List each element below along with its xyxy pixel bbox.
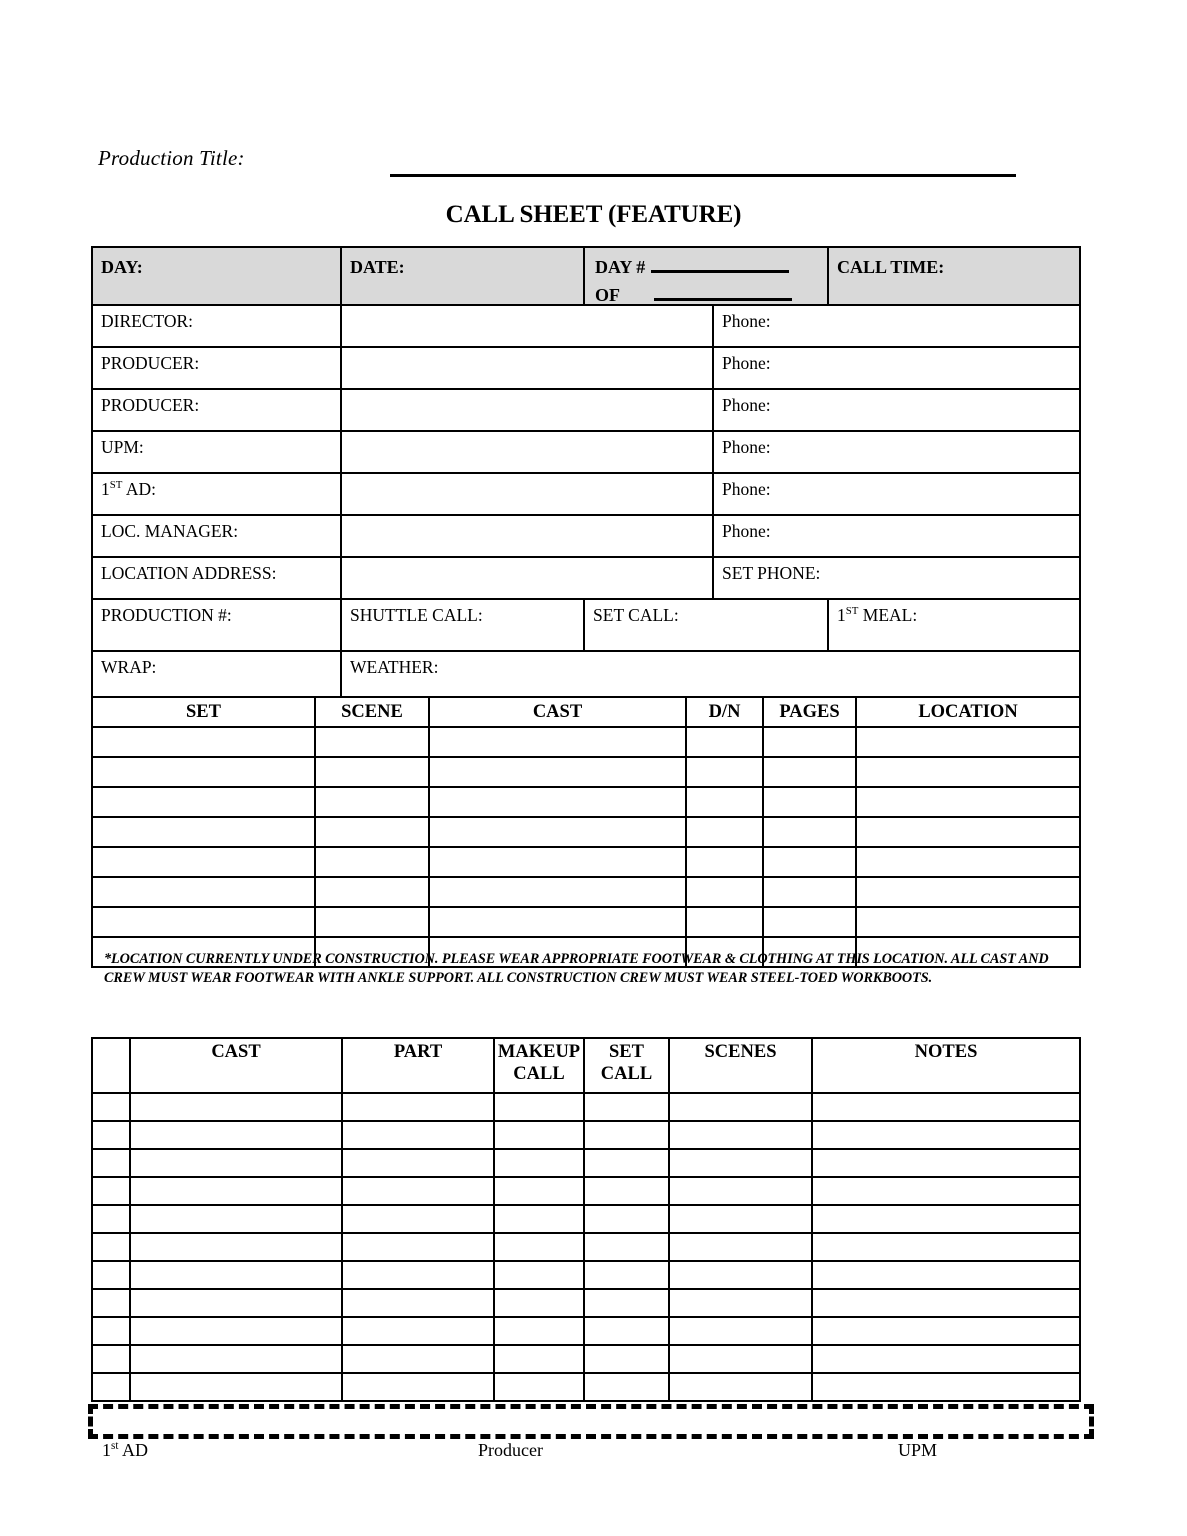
scene-cell[interactable] bbox=[429, 847, 686, 877]
table-row bbox=[92, 847, 1080, 877]
label-day: DAY: bbox=[101, 257, 143, 277]
table-row bbox=[92, 515, 1080, 557]
production-title-label: Production Title: bbox=[98, 146, 245, 170]
scene-cell[interactable] bbox=[856, 847, 1080, 877]
cell-location-address-value[interactable] bbox=[341, 557, 713, 599]
cast-cell[interactable] bbox=[494, 1345, 584, 1373]
cast-col-setcall-line1: SET bbox=[609, 1042, 644, 1062]
cast-cell[interactable] bbox=[494, 1205, 584, 1233]
scene-cell[interactable] bbox=[856, 877, 1080, 907]
scene-cell[interactable] bbox=[315, 727, 429, 757]
cast-col-makeup-call bbox=[494, 1038, 584, 1093]
cast-cell[interactable] bbox=[494, 1317, 584, 1345]
production-title-fill-line[interactable] bbox=[390, 174, 1016, 177]
label-director-phone: Phone: bbox=[722, 311, 771, 331]
label-first-meal: 1ST MEAL: bbox=[837, 605, 918, 625]
cast-cell[interactable] bbox=[130, 1317, 342, 1345]
table-row bbox=[92, 557, 1080, 599]
table-row bbox=[92, 817, 1080, 847]
cast-cell[interactable] bbox=[342, 1149, 494, 1177]
cast-cell[interactable] bbox=[130, 1373, 342, 1401]
cast-cell[interactable] bbox=[669, 1373, 812, 1401]
label-day-number-row bbox=[585, 248, 827, 276]
cast-cell[interactable] bbox=[494, 1233, 584, 1261]
scene-cell[interactable] bbox=[429, 757, 686, 787]
cell-producer2-phone[interactable] bbox=[713, 389, 1080, 431]
cast-cell[interactable] bbox=[92, 1205, 130, 1233]
label-loc-manager-phone: Phone: bbox=[722, 521, 771, 541]
cast-cell[interactable] bbox=[669, 1345, 812, 1373]
cast-cell[interactable] bbox=[812, 1205, 1080, 1233]
cell-director-phone[interactable] bbox=[713, 305, 1080, 347]
cast-cell[interactable] bbox=[494, 1121, 584, 1149]
label-call-time: CALL TIME: bbox=[837, 257, 945, 277]
scene-cell[interactable] bbox=[315, 877, 429, 907]
cell-upm-value[interactable] bbox=[341, 431, 713, 473]
table-row bbox=[92, 1345, 1080, 1373]
scene-cell[interactable] bbox=[686, 877, 763, 907]
table-row bbox=[92, 757, 1080, 787]
scene-cell[interactable] bbox=[92, 757, 315, 787]
cast-cell[interactable] bbox=[342, 1345, 494, 1373]
header-shaded-row bbox=[92, 247, 1080, 305]
cast-cell[interactable] bbox=[92, 1149, 130, 1177]
table-row bbox=[92, 473, 1080, 515]
header-info-table bbox=[91, 246, 1081, 704]
scene-schedule-table bbox=[91, 696, 1081, 968]
cast-cell[interactable] bbox=[342, 1233, 494, 1261]
cast-cell[interactable] bbox=[584, 1345, 669, 1373]
cast-cell[interactable] bbox=[669, 1289, 812, 1317]
label-shuttle-call: SHUTTLE CALL: bbox=[350, 605, 483, 625]
cast-cell[interactable] bbox=[584, 1149, 669, 1177]
cast-cell[interactable] bbox=[494, 1149, 584, 1177]
cell-set-call[interactable] bbox=[584, 599, 828, 651]
cast-cell[interactable] bbox=[130, 1121, 342, 1149]
scene-col-pages: PAGES bbox=[763, 697, 856, 727]
table-row bbox=[92, 727, 1080, 757]
cast-cell[interactable] bbox=[812, 1345, 1080, 1373]
cell-first-ad-label bbox=[92, 473, 341, 515]
label-first-ad-phone: Phone: bbox=[722, 479, 771, 499]
table-row bbox=[92, 1233, 1080, 1261]
label-set-phone: SET PHONE: bbox=[722, 563, 821, 583]
label-wrap: WRAP: bbox=[101, 657, 157, 677]
scene-cell[interactable] bbox=[763, 847, 856, 877]
cast-cell[interactable] bbox=[584, 1205, 669, 1233]
label-first-ad: 1ST AD: bbox=[101, 479, 156, 499]
cast-cell[interactable] bbox=[342, 1177, 494, 1205]
cast-cell[interactable] bbox=[130, 1093, 342, 1121]
cell-first-meal[interactable] bbox=[828, 599, 1080, 651]
scene-cell[interactable] bbox=[763, 877, 856, 907]
scene-col-set: SET bbox=[92, 697, 315, 727]
scene-table-body bbox=[92, 727, 1080, 967]
table-row bbox=[92, 347, 1080, 389]
cast-table-header-row bbox=[92, 1038, 1080, 1093]
label-director: DIRECTOR: bbox=[101, 311, 194, 331]
scene-cell[interactable] bbox=[763, 817, 856, 847]
scene-cell[interactable] bbox=[429, 727, 686, 757]
scene-cell[interactable] bbox=[763, 907, 856, 937]
cast-cell[interactable] bbox=[812, 1289, 1080, 1317]
scene-cell[interactable] bbox=[315, 787, 429, 817]
scene-cell[interactable] bbox=[92, 787, 315, 817]
scene-col-cast: CAST bbox=[429, 697, 686, 727]
of-fill-line[interactable] bbox=[654, 284, 792, 301]
table-row bbox=[92, 1149, 1080, 1177]
table-row bbox=[92, 1093, 1080, 1121]
scene-cell[interactable] bbox=[429, 877, 686, 907]
cast-cell[interactable] bbox=[584, 1121, 669, 1149]
cast-cell[interactable] bbox=[812, 1317, 1080, 1345]
cell-day-number[interactable] bbox=[584, 247, 828, 305]
cell-shuttle-call[interactable] bbox=[341, 599, 584, 651]
scene-cell[interactable] bbox=[856, 817, 1080, 847]
cast-cell[interactable] bbox=[669, 1149, 812, 1177]
table-row bbox=[92, 431, 1080, 473]
cast-cell[interactable] bbox=[584, 1373, 669, 1401]
scene-cell[interactable] bbox=[686, 787, 763, 817]
scene-cell[interactable] bbox=[315, 847, 429, 877]
scene-cell[interactable] bbox=[686, 847, 763, 877]
cast-cell[interactable] bbox=[584, 1233, 669, 1261]
scene-cell[interactable] bbox=[686, 757, 763, 787]
table-row bbox=[92, 305, 1080, 347]
cast-cell[interactable] bbox=[669, 1093, 812, 1121]
scene-cell[interactable] bbox=[92, 847, 315, 877]
cast-cell[interactable] bbox=[812, 1093, 1080, 1121]
location-construction-note: *LOCATION CURRENTLY UNDER CONSTRUCTION. PLEASE WEAR APPROPRIATE FOOTWEAR & CLOTHING AT THIS LOCATION. ALL CAST AND CREW MUST WEAR FOOTWEAR WITH ANKLE SUPPORT. ALL CONSTRUCTION CREW MUST WEAR STEEL-TOED WORKBOOTS. bbox=[104, 951, 1049, 986]
cast-cell[interactable] bbox=[342, 1261, 494, 1289]
scene-cell[interactable] bbox=[856, 757, 1080, 787]
cast-cell[interactable] bbox=[812, 1149, 1080, 1177]
cast-cell[interactable] bbox=[92, 1093, 130, 1121]
cell-producer1-label bbox=[92, 347, 341, 389]
table-row bbox=[92, 1373, 1080, 1401]
cast-cell[interactable] bbox=[342, 1121, 494, 1149]
cast-col-cast bbox=[130, 1038, 342, 1093]
cell-day[interactable] bbox=[92, 247, 341, 305]
label-location-address: LOCATION ADDRESS: bbox=[101, 563, 277, 583]
scene-col-dn: D/N bbox=[686, 697, 763, 727]
cast-cell[interactable] bbox=[130, 1177, 342, 1205]
scene-cell[interactable] bbox=[686, 907, 763, 937]
cast-cell[interactable] bbox=[342, 1317, 494, 1345]
cast-cell[interactable] bbox=[342, 1093, 494, 1121]
cast-col-number bbox=[92, 1038, 130, 1093]
label-producer-1: PRODUCER: bbox=[101, 353, 200, 373]
scene-cell[interactable] bbox=[763, 727, 856, 757]
cell-producer1-phone[interactable] bbox=[713, 347, 1080, 389]
cell-location-address-label bbox=[92, 557, 341, 599]
cell-date[interactable] bbox=[341, 247, 584, 305]
cell-director-value[interactable] bbox=[341, 305, 713, 347]
signature-box[interactable] bbox=[88, 1404, 1094, 1439]
scene-table-header-row bbox=[92, 697, 1080, 727]
cast-col-set-call bbox=[584, 1038, 669, 1093]
cell-producer1-value[interactable] bbox=[341, 347, 713, 389]
table-row bbox=[92, 877, 1080, 907]
scene-cell[interactable] bbox=[315, 907, 429, 937]
cast-cell[interactable] bbox=[669, 1205, 812, 1233]
cast-cell[interactable] bbox=[494, 1261, 584, 1289]
cell-first-ad-value[interactable] bbox=[341, 473, 713, 515]
cast-cell[interactable] bbox=[130, 1149, 342, 1177]
scene-cell[interactable] bbox=[763, 787, 856, 817]
scene-cell[interactable] bbox=[686, 727, 763, 757]
cell-upm-phone[interactable] bbox=[713, 431, 1080, 473]
cast-table bbox=[91, 1037, 1081, 1402]
cast-col-part bbox=[342, 1038, 494, 1093]
table-row bbox=[92, 1205, 1080, 1233]
cast-cell[interactable] bbox=[130, 1289, 342, 1317]
label-producer-1-phone: Phone: bbox=[722, 353, 771, 373]
cast-cell[interactable] bbox=[584, 1177, 669, 1205]
scene-cell[interactable] bbox=[315, 817, 429, 847]
signature-labels bbox=[88, 1440, 1094, 1468]
scene-cell[interactable] bbox=[856, 907, 1080, 937]
cast-cell[interactable] bbox=[812, 1373, 1080, 1401]
label-of-row bbox=[585, 276, 827, 304]
cast-cell[interactable] bbox=[584, 1261, 669, 1289]
production-title-row bbox=[98, 146, 1018, 180]
cast-cell[interactable] bbox=[584, 1093, 669, 1121]
scene-cell[interactable] bbox=[315, 757, 429, 787]
cast-cell[interactable] bbox=[584, 1289, 669, 1317]
label-loc-manager: LOC. MANAGER: bbox=[101, 521, 239, 541]
cast-cell[interactable] bbox=[669, 1233, 812, 1261]
cell-loc-manager-label bbox=[92, 515, 341, 557]
scene-col-location: LOCATION bbox=[856, 697, 1080, 727]
cast-cell[interactable] bbox=[669, 1177, 812, 1205]
day-number-fill-line[interactable] bbox=[651, 256, 789, 273]
cast-cell[interactable] bbox=[812, 1233, 1080, 1261]
cast-cell[interactable] bbox=[812, 1121, 1080, 1149]
signature-label-upm: UPM bbox=[898, 1440, 938, 1460]
cast-cell[interactable] bbox=[92, 1317, 130, 1345]
cell-director-label bbox=[92, 305, 341, 347]
table-row bbox=[92, 787, 1080, 817]
cast-cell[interactable] bbox=[130, 1205, 342, 1233]
cast-cell[interactable] bbox=[130, 1233, 342, 1261]
label-day-number: DAY # bbox=[595, 257, 646, 277]
table-row bbox=[92, 1289, 1080, 1317]
cast-table-body bbox=[92, 1093, 1080, 1401]
scene-cell[interactable] bbox=[856, 727, 1080, 757]
cast-cell[interactable] bbox=[92, 1289, 130, 1317]
signature-label-producer: Producer bbox=[478, 1440, 543, 1460]
scene-cell[interactable] bbox=[763, 757, 856, 787]
cell-set-phone[interactable] bbox=[713, 557, 1080, 599]
scene-cell[interactable] bbox=[429, 817, 686, 847]
table-row bbox=[92, 1177, 1080, 1205]
cast-cell[interactable] bbox=[342, 1373, 494, 1401]
table-row bbox=[92, 389, 1080, 431]
label-set-call: SET CALL: bbox=[593, 605, 679, 625]
table-row bbox=[92, 1317, 1080, 1345]
label-production-number: PRODUCTION #: bbox=[101, 605, 232, 625]
cast-cell[interactable] bbox=[92, 1177, 130, 1205]
cast-cell[interactable] bbox=[130, 1345, 342, 1373]
scene-cell[interactable] bbox=[686, 817, 763, 847]
cell-first-ad-phone[interactable] bbox=[713, 473, 1080, 515]
cell-producer2-label bbox=[92, 389, 341, 431]
cell-producer2-value[interactable] bbox=[341, 389, 713, 431]
scene-cell[interactable] bbox=[429, 787, 686, 817]
cast-col-part-line1: PART bbox=[393, 1042, 443, 1062]
scene-cell[interactable] bbox=[92, 727, 315, 757]
cast-cell[interactable] bbox=[92, 1345, 130, 1373]
label-upm-phone: Phone: bbox=[722, 437, 771, 457]
cell-upm-label bbox=[92, 431, 341, 473]
cast-col-scenes-line1: SCENES bbox=[704, 1042, 777, 1062]
cast-cell[interactable] bbox=[669, 1261, 812, 1289]
label-producer-2-phone: Phone: bbox=[722, 395, 771, 415]
scene-cell[interactable] bbox=[856, 787, 1080, 817]
cast-cell[interactable] bbox=[92, 1121, 130, 1149]
cast-cell[interactable] bbox=[812, 1261, 1080, 1289]
label-producer-2: PRODUCER: bbox=[101, 395, 200, 415]
cast-cell[interactable] bbox=[812, 1177, 1080, 1205]
cast-cell[interactable] bbox=[92, 1233, 130, 1261]
cast-cell[interactable] bbox=[669, 1317, 812, 1345]
cast-cell[interactable] bbox=[342, 1289, 494, 1317]
table-row bbox=[92, 907, 1080, 937]
table-row bbox=[92, 1261, 1080, 1289]
cast-col-makeup-line2: CALL bbox=[513, 1063, 565, 1084]
page-title: CALL SHEET (FEATURE) bbox=[445, 201, 742, 228]
cast-col-makeup-line1: MAKEUP bbox=[497, 1042, 581, 1062]
cast-cell[interactable] bbox=[92, 1373, 130, 1401]
table-row bbox=[92, 599, 1080, 651]
cast-cell[interactable] bbox=[669, 1121, 812, 1149]
label-weather: WEATHER: bbox=[350, 657, 439, 677]
cell-loc-manager-value[interactable] bbox=[341, 515, 713, 557]
scene-cell[interactable] bbox=[92, 877, 315, 907]
cell-loc-manager-phone[interactable] bbox=[713, 515, 1080, 557]
cast-col-scenes bbox=[669, 1038, 812, 1093]
cell-call-time[interactable] bbox=[828, 247, 1080, 305]
cast-col-cast-line1: CAST bbox=[211, 1042, 261, 1062]
scene-cell[interactable] bbox=[92, 817, 315, 847]
cast-cell[interactable] bbox=[494, 1289, 584, 1317]
cast-cell[interactable] bbox=[584, 1317, 669, 1345]
cast-col-notes-line1: NOTES bbox=[914, 1042, 978, 1062]
scene-cell[interactable] bbox=[429, 907, 686, 937]
label-date: DATE: bbox=[350, 257, 405, 277]
table-row bbox=[92, 1121, 1080, 1149]
cast-cell[interactable] bbox=[130, 1261, 342, 1289]
label-of: OF bbox=[595, 285, 621, 305]
cast-cell[interactable] bbox=[92, 1261, 130, 1289]
cast-cell[interactable] bbox=[494, 1177, 584, 1205]
cast-cell[interactable] bbox=[494, 1093, 584, 1121]
signature-label-first-ad: 1st AD bbox=[102, 1440, 148, 1460]
scene-col-scene: SCENE bbox=[315, 697, 429, 727]
cell-production-number[interactable] bbox=[92, 599, 341, 651]
cast-cell[interactable] bbox=[494, 1373, 584, 1401]
label-upm: UPM: bbox=[101, 437, 144, 457]
cast-col-setcall-line2: CALL bbox=[600, 1063, 653, 1084]
scene-cell[interactable] bbox=[92, 907, 315, 937]
cast-cell[interactable] bbox=[342, 1205, 494, 1233]
cast-col-notes bbox=[812, 1038, 1080, 1093]
